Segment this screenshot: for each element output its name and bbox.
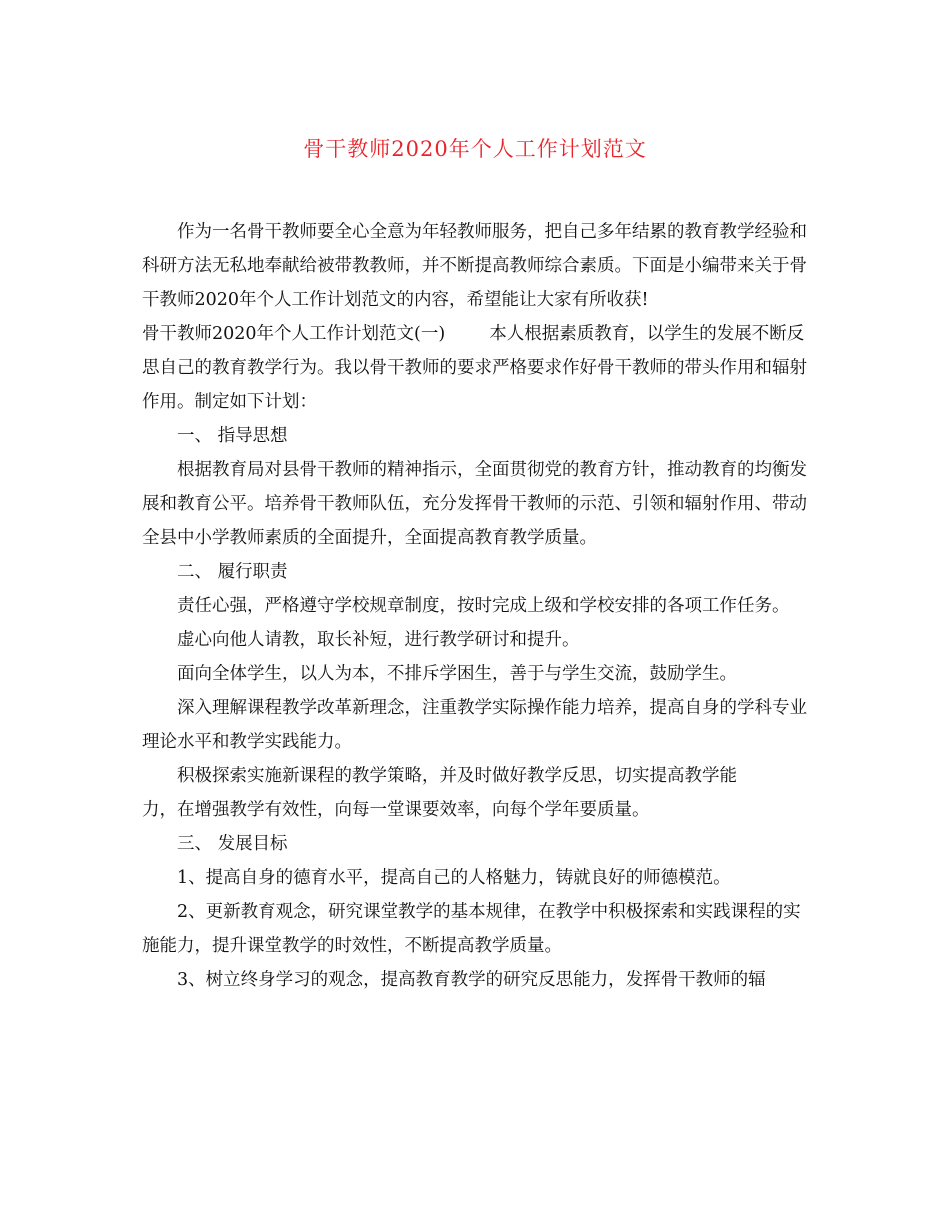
paragraph-duty-2: 虚心向他人请教，取长补短，进行教学研讨和提升。 [177, 630, 580, 650]
goal-item-1: 1、提高自身的德育水平，提高自己的人格魅力，铸就良好的师德模范。 [177, 868, 731, 888]
paragraph-duty-5-line-1: 积极探索实施新课程的教学策略，并及时做好教学反思，切实提高教学能 [177, 766, 737, 786]
document-title: 骨干教师2020年个人工作计划范文 [303, 137, 647, 161]
paragraph-duty-3: 面向全体学生，以人为本，不排斥学困生，善于与学生交流，鼓励学生。 [177, 664, 737, 684]
heading-guiding-ideology: 一、 指导思想 [177, 426, 288, 446]
section-intro-text: 本人根据素质教育，以学生的发展不断反思自己的教育教学行为。我以骨干教师的要求严格要求作好骨干教师的带头作用和辐射作用。制定如下计划： [142, 324, 807, 412]
heading-development-goals: 三、 发展目标 [177, 834, 288, 854]
goal-item-2: 2、更新教育观念，研究课堂教学的基本规律，在教学中积极探索和实践课程的实施能力，提升课堂教学的时效性，不断提高教学质量。 [142, 902, 801, 956]
goal-item-3: 3、树立终身学习的观念，提高教育教学的研究反思能力，发挥骨干教师的辐 [177, 970, 766, 990]
paragraph-duty-1: 责任心强，严格遵守学校规章制度，按时完成上级和学校安排的各项工作任务。 [177, 596, 790, 616]
paragraph-guiding-ideology: 根据教育局对县骨干教师的精神指示，全面贯彻党的教育方针，推动教育的均衡发展和教育公平。培养骨干教师队伍，充分发挥骨干教师的示范、引领和辐射作用、带动全县中小学教师素质的全面提升，全面提高教育教学质量。 [142, 460, 807, 548]
heading-duties: 二、 履行职责 [177, 562, 288, 582]
paragraph-duty-4: 深入理解课程教学改革新理念，注重教学实际操作能力培养，提高自身的学科专业理论水平和教学实践能力。 [142, 698, 807, 752]
document-body [142, 215, 808, 997]
paragraph-duty-5-line-2: 力，在增强教学有效性，向每一堂课要效率，向每个学年要质量。 [142, 800, 650, 820]
section-paragraph [142, 317, 808, 419]
intro-paragraph: 作为一名骨干教师要全心全意为年轻教师服务，把自己多年结累的教育教学经验和科研方法无私地奉献给被带教教师，并不断提高教师综合素质。下面是小编带来关于骨干教师2020年个人工作计划范文的内容，希望能让大家有所收获! [142, 222, 807, 310]
section-title: 骨干教师2020年个人工作计划范文(一) [142, 324, 446, 344]
